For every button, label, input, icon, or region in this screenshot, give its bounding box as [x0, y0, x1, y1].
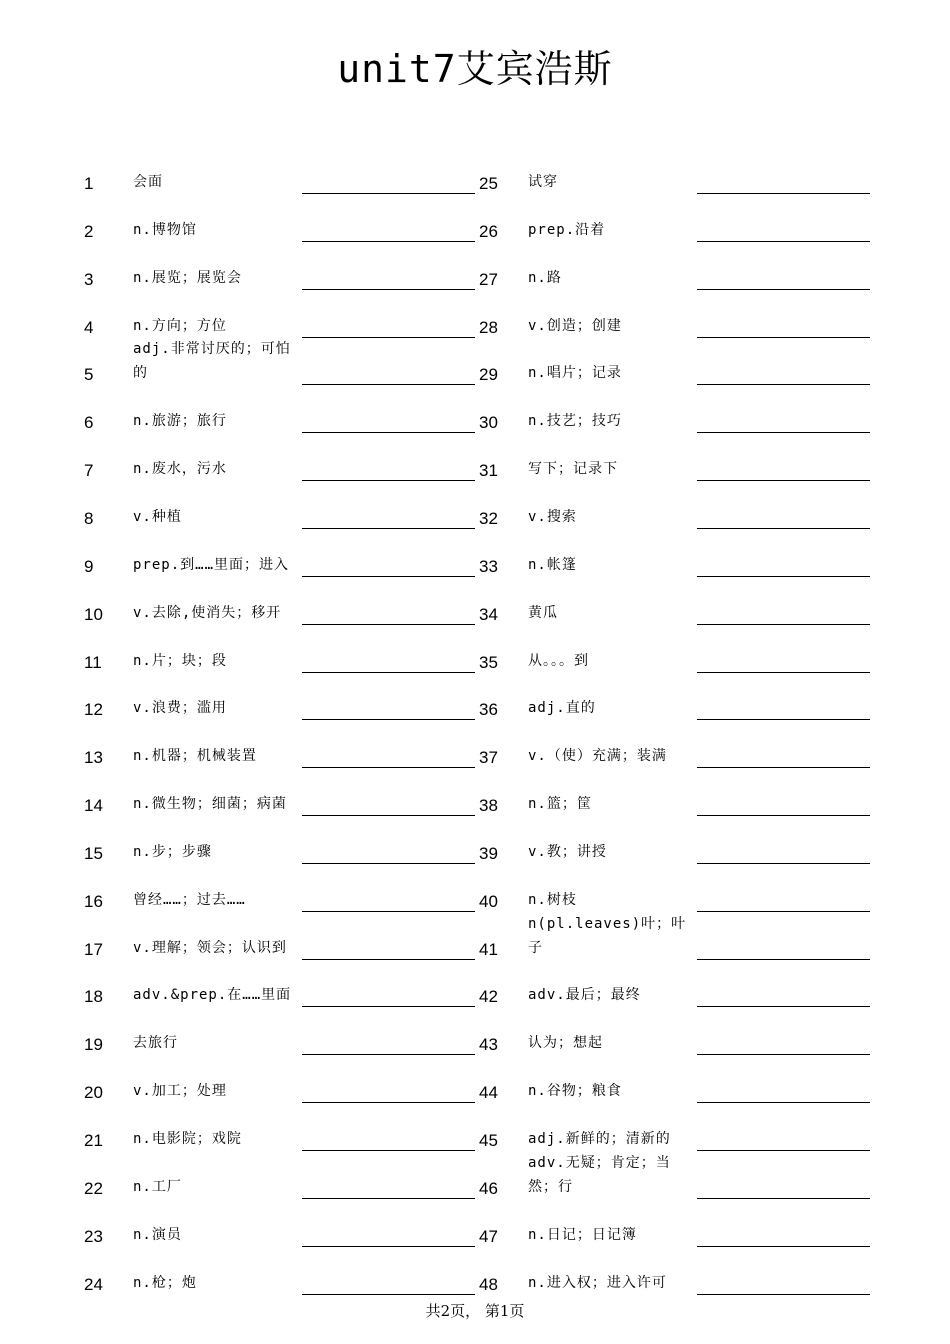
item-definition: 写下；记录下	[528, 461, 618, 478]
item-definition: n.日记；日记簿	[528, 1226, 637, 1243]
item-definition: n.路	[528, 269, 562, 286]
item-number: 22	[84, 1178, 103, 1198]
vocab-row	[0, 1007, 950, 1055]
item-number: 7	[84, 461, 94, 481]
item-number: 40	[479, 891, 498, 911]
item-definition: v.教；讲授	[528, 843, 607, 860]
item-definition: 黄瓜	[528, 604, 558, 621]
item-definition: n.唱片；记录	[528, 365, 622, 382]
item-definition: prep.沿着	[528, 221, 606, 238]
item-number: 5	[84, 365, 94, 385]
item-definition: n.机器；机械装置	[133, 748, 257, 765]
item-number: 30	[479, 413, 498, 433]
item-definition: adj.非常讨厌的；可怕的	[133, 341, 291, 382]
item-number: 9	[84, 556, 94, 576]
item-definition: n.博物馆	[133, 221, 197, 238]
vocab-row	[0, 768, 950, 816]
item-number: 34	[479, 604, 498, 624]
item-number: 29	[479, 365, 498, 385]
vocab-row	[0, 481, 950, 529]
item-number: 26	[479, 221, 498, 241]
item-number: 36	[479, 700, 498, 720]
item-number: 31	[479, 461, 498, 481]
item-number: 6	[84, 413, 94, 433]
vocab-row	[0, 625, 950, 673]
item-definition: v.（使）充满；装满	[528, 748, 667, 765]
item-definition: adv.无疑；肯定；当然；行	[528, 1154, 671, 1195]
item-number: 32	[479, 508, 498, 528]
item-definition: n.进入权；进入许可	[528, 1274, 667, 1291]
answer-blank[interactable]	[697, 1294, 870, 1295]
item-definition: v.去除,使消失；移开	[133, 604, 282, 621]
item-definition: v.搜索	[528, 508, 577, 525]
item-definition: 试穿	[528, 174, 558, 190]
item-definition: adv.最后；最终	[528, 987, 641, 1004]
item-number: 41	[479, 939, 498, 959]
item-number: 33	[479, 556, 498, 576]
vocab-row	[0, 959, 950, 1007]
item-definition: n.工厂	[133, 1178, 182, 1195]
item-definition: 认为；想起	[528, 1035, 603, 1052]
item-definition: n.谷物；粮食	[528, 1083, 622, 1100]
item-definition: n.展览；展览会	[133, 269, 242, 286]
item-number: 43	[479, 1035, 498, 1055]
item-number: 3	[84, 269, 94, 289]
item-definition: n.电影院；戏院	[133, 1131, 242, 1147]
item-number: 27	[479, 269, 498, 289]
item-number: 8	[84, 508, 94, 528]
item-number: 20	[84, 1083, 103, 1103]
item-definition: n.树枝	[528, 891, 577, 908]
item-number: 47	[479, 1226, 498, 1246]
item-definition: 从。。。到	[528, 652, 589, 669]
item-number: 35	[479, 652, 498, 672]
item-number: 2	[84, 221, 94, 241]
item-definition: n.方向；方位	[133, 317, 227, 334]
vocab-row	[0, 194, 950, 242]
item-definition: adj.直的	[528, 700, 596, 717]
item-number: 38	[479, 796, 498, 816]
item-definition: v.创造；创建	[528, 317, 622, 334]
item-definition: n.步；步骤	[133, 843, 212, 860]
item-definition: n.篮；筐	[528, 796, 592, 813]
item-definition: n.帐篷	[528, 556, 577, 573]
item-number: 39	[479, 843, 498, 863]
item-definition: n(pl.leaves)叶；叶子	[528, 915, 687, 956]
item-number: 37	[479, 748, 498, 768]
vocab-row	[0, 146, 950, 194]
item-definition: v.浪费；滥用	[133, 700, 227, 717]
vocab-row	[0, 1103, 950, 1151]
item-definition: prep.到……里面；进入	[133, 556, 290, 573]
item-number: 11	[84, 652, 102, 672]
vocab-row	[0, 1199, 950, 1247]
vocab-row	[0, 816, 950, 864]
vocab-row	[0, 290, 950, 338]
item-number: 16	[84, 891, 103, 911]
item-number: 10	[84, 604, 103, 624]
vocab-row	[0, 1055, 950, 1103]
item-number: 1	[84, 174, 94, 193]
vocab-row	[0, 242, 950, 290]
item-number: 12	[84, 700, 103, 720]
vocab-row	[0, 385, 950, 433]
item-definition: 会面	[133, 174, 163, 190]
item-number: 4	[84, 317, 94, 337]
vocab-row	[0, 337, 950, 385]
item-number: 24	[84, 1274, 103, 1294]
vocab-row	[0, 577, 950, 625]
item-number: 44	[479, 1083, 498, 1103]
item-definition: n.枪；炮	[133, 1274, 197, 1291]
page-footer: 共2页， 第1页	[425, 1302, 525, 1320]
vocab-row	[0, 433, 950, 481]
item-number: 15	[84, 843, 103, 863]
vocab-row	[0, 1247, 950, 1295]
item-number: 45	[479, 1131, 498, 1150]
item-definition: n.旅游；旅行	[133, 413, 227, 430]
item-number: 14	[84, 796, 103, 816]
item-definition: v.种植	[133, 508, 182, 525]
item-definition: n.微生物；细菌；病菌	[133, 796, 287, 813]
item-number: 25	[479, 174, 498, 193]
item-number: 28	[479, 317, 498, 337]
vocab-row	[0, 672, 950, 720]
item-definition: n.演员	[133, 1226, 182, 1243]
item-definition: n.片；块；段	[133, 652, 227, 669]
item-number: 21	[84, 1131, 103, 1150]
item-definition: 曾经……；过去……	[133, 891, 246, 908]
item-definition: 去旅行	[133, 1035, 178, 1052]
item-number: 13	[84, 748, 103, 768]
item-definition: n.技艺；技巧	[528, 413, 622, 430]
item-number: 23	[84, 1226, 103, 1246]
item-definition: adv.&prep.在……里面	[133, 987, 292, 1004]
item-number: 19	[84, 1035, 103, 1055]
item-number: 18	[84, 987, 103, 1007]
vocab-row	[0, 864, 950, 912]
vocab-row	[0, 720, 950, 768]
item-number: 46	[479, 1178, 498, 1198]
item-definition: v.理解；领会；认识到	[133, 939, 287, 956]
item-definition: v.加工；处理	[133, 1083, 227, 1100]
item-definition: adj.新鲜的；清新的	[528, 1131, 671, 1147]
item-definition: n.废水，污水	[133, 461, 227, 478]
item-number: 17	[84, 939, 103, 959]
vocab-row	[0, 529, 950, 577]
vocab-row	[0, 1151, 950, 1199]
item-number: 48	[479, 1274, 498, 1294]
page-title: unit7艾宾浩斯	[337, 47, 613, 91]
vocab-row	[0, 912, 950, 960]
item-number: 42	[479, 987, 498, 1007]
